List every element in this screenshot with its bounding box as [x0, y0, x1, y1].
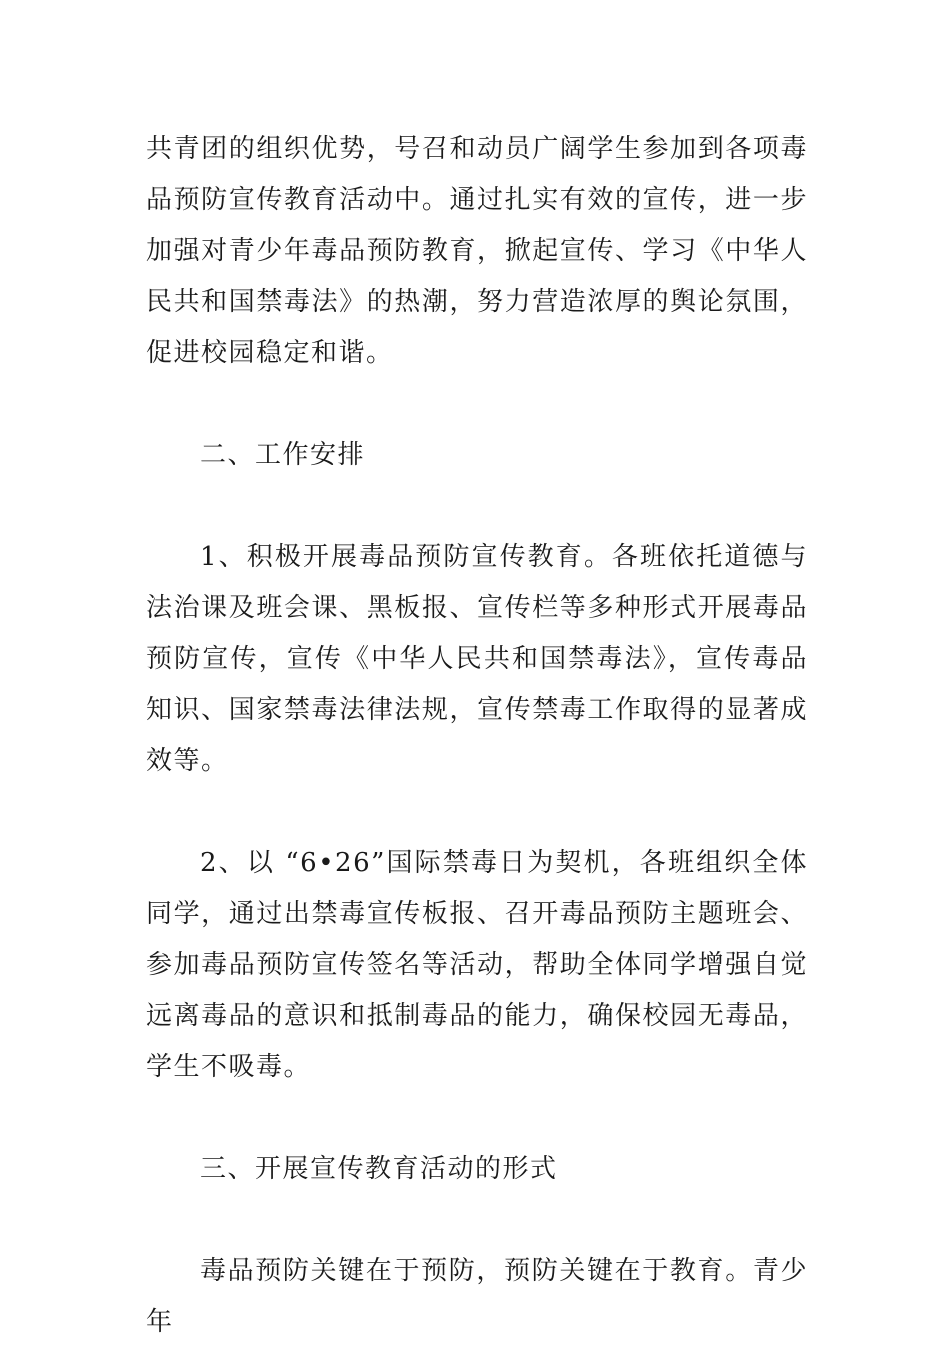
paragraph-prevention-education: 毒品预防关键在于预防，预防关键在于教育。青少年 [146, 1256, 808, 1337]
document-body [146, 124, 808, 1348]
paragraph-item-1: 1、积极开展毒品预防宣传教育。各班依托道德与法治课及班会课、黑板报、宣传栏等多种形式开展毒品预防宣传，宣传《中华人民共和国禁毒法》，宣传毒品知识、国家禁毒法律法规，宣传禁毒工作取得的显著成效等。 [146, 542, 808, 776]
section-heading-activity-forms: 三、开展宣传教育活动的形式 [200, 1154, 558, 1184]
section-heading-work-arrangement: 二、工作安排 [200, 440, 366, 470]
paragraph-continuation: 共青团的组织优势，号召和动员广阔学生参加到各项毒品预防宣传教育活动中。通过扎实有效的宣传，进一步加强对青少年毒品预防教育，掀起宣传、学习《中华人民共和国禁毒法》的热潮，努力营造浓厚的舆论氛围，促进校园稳定和谐。 [146, 134, 808, 368]
paragraph-item-2: 2、以 “6•26”国际禁毒日为契机，各班组织全体同学，通过出禁毒宣传板报、召开毒品预防主题班会、参加毒品预防宣传签名等活动，帮助全体同学增强自觉远离毒品的意识和抵制毒品的能力，确保校园无毒品，学生不吸毒。 [146, 848, 808, 1082]
